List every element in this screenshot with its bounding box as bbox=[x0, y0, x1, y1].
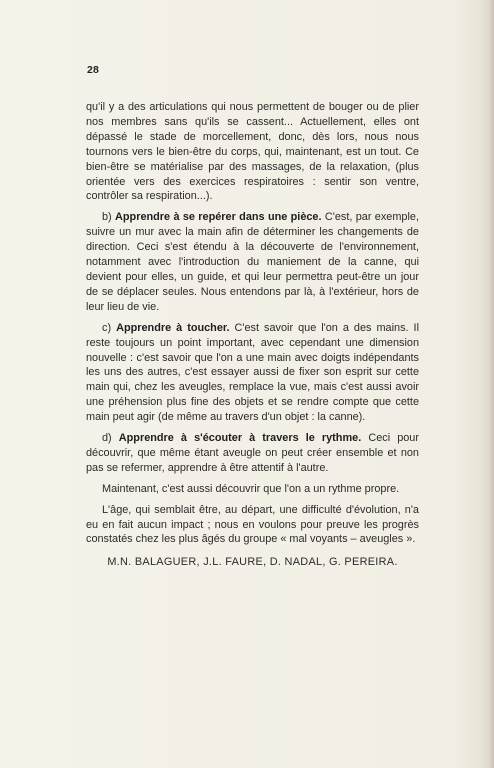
paragraph-c-lead: c) bbox=[102, 321, 117, 334]
paragraph-c bbox=[86, 321, 419, 425]
paragraph-b-text: C'est, par exemple, suivre un mur avec la main afin de déterminer les changements de direction. Ceci s'est étendu à la découverte de l'environnement, notamment avec l'introduction du maniement de la canne, qui devient pour elles, un guide, et qui leur permettra peut-être un jour de se déplacer seules. Nous entendons par là, à l'extérieur, hors de leur lieu de vie. bbox=[86, 211, 419, 313]
paragraph-c-heading: Apprendre à toucher. bbox=[116, 321, 230, 334]
paragraph-intro-text: qu'il y a des articulations qui nous permettent de bouger ou de plier nos membres sans qu'ils se cassent... Actuellement, elles ont dépassé le stade de morcellement, donc, dès lors, nous nous tournons vers le bien-être du corps, qui, maintenant, est un tout. Ce bien-être se matérialise par des massages, de la relaxation, (plus orientée vers des exercices respiratoires : sentir son ventre, contrôler sa respiration...). bbox=[86, 101, 419, 203]
paragraph-rhythm-text: Maintenant, c'est aussi découvrir que l'on a un rythme propre. bbox=[102, 482, 400, 495]
paragraph-age bbox=[86, 503, 419, 548]
page-number: 28 bbox=[87, 64, 100, 76]
paragraph-b-heading: Apprendre à se repérer dans une pièce. bbox=[115, 211, 322, 224]
paragraph-d-heading: Apprendre à s'écouter à travers le rythme. bbox=[118, 432, 362, 445]
paragraph-d-text: Ceci pour découvrir, que même étant aveugle on peut créer ensemble et non pas se refermer, apprendre à être attentif à l'autre. bbox=[86, 432, 419, 474]
authors-signature: M.N. BALAGUER, J.L. FAURE, D. NADAL, G. PEREIRA. bbox=[107, 556, 398, 569]
paragraph-d bbox=[86, 431, 419, 476]
paragraph-b-lead: b) bbox=[102, 211, 116, 224]
paragraph-c-text: C'est savoir que l'on a des mains. Il reste toujours un point important, avec cependant une dimension nouvelle : c'est savoir que l'on a une main avec doigts indépendants les uns des autres, c'est essayer aussi de fixer son esprit sur cette main qui, chez les aveugles, remplace la vue, mais c'est aussi avoir une préhension plus fine des objets et se rendre compte que cette main peut agir (de même au travers d'un objet : la canne). bbox=[86, 321, 419, 424]
paragraph-intro bbox=[86, 100, 419, 204]
paragraph-rhythm bbox=[86, 482, 419, 497]
paragraph-b bbox=[86, 210, 419, 314]
paragraph-d-lead: d) bbox=[102, 432, 119, 445]
body-text bbox=[86, 100, 419, 576]
paragraph-age-text: L'âge, qui semblait être, au départ, une difficulté d'évolution, n'a eu en fait aucun impact ; nous en voulons pour preuve les progrès constatés chez les plus âgés du groupe « mal voyants – aveugles ». bbox=[86, 503, 419, 546]
page-edge-shadow bbox=[488, 0, 494, 768]
